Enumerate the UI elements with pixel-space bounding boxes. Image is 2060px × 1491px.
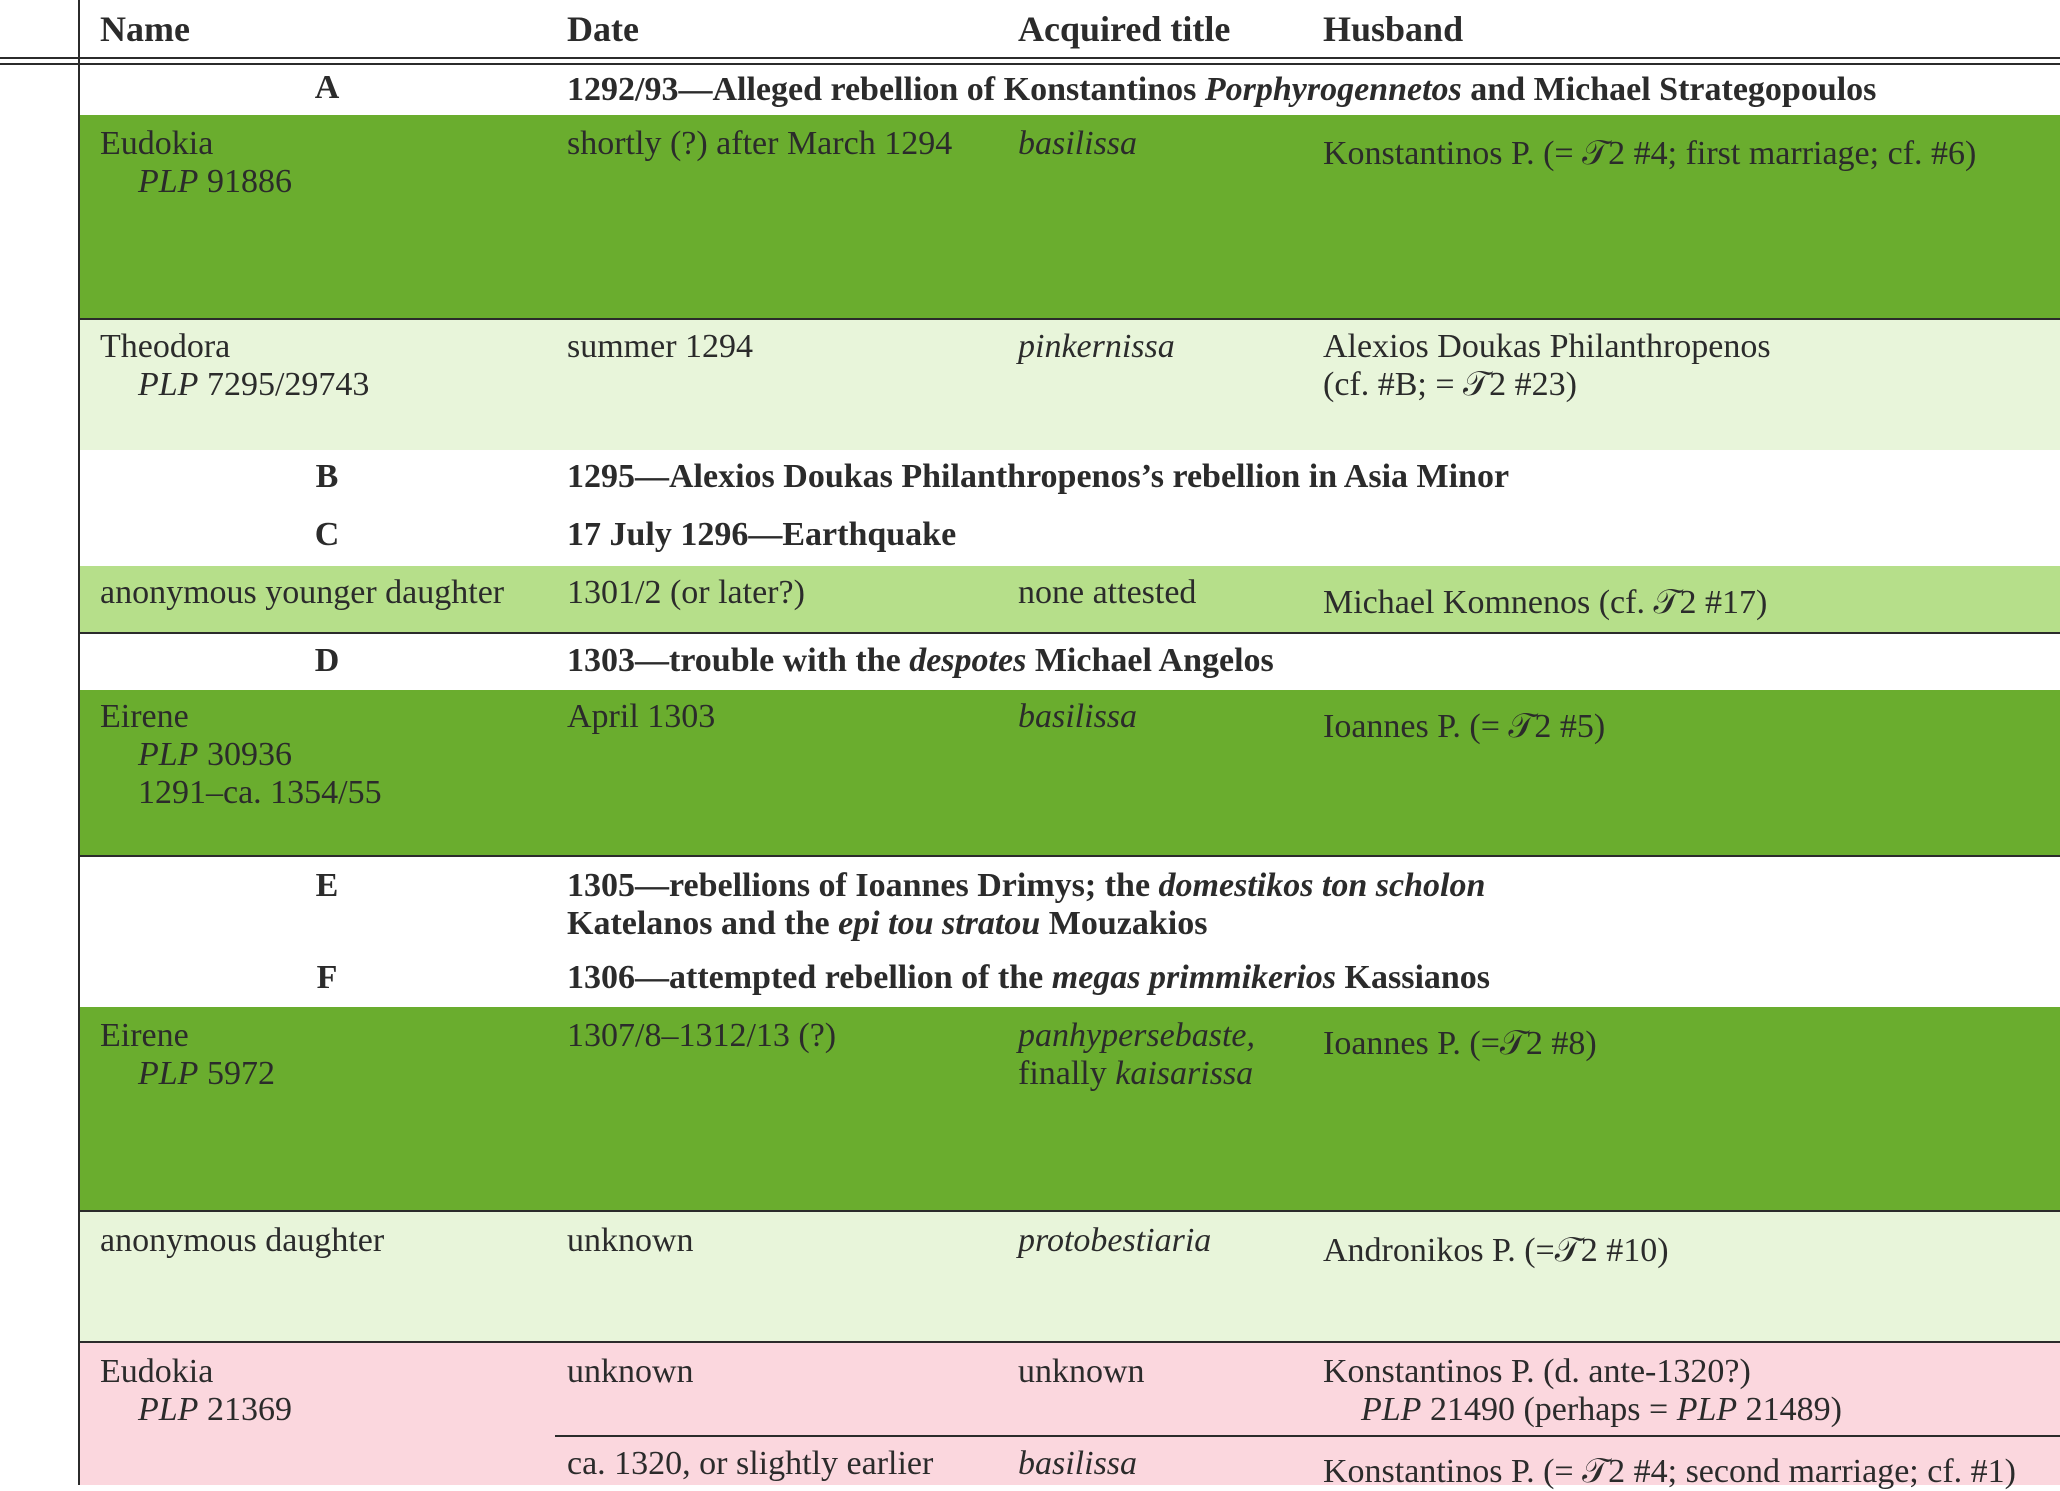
name-cell: anonymous daughter <box>100 1222 385 1259</box>
left-gutter <box>0 0 80 1485</box>
title-cell: panhypersebaste, finally kaisarissa <box>1018 1017 1256 1092</box>
event-letter: F <box>316 959 338 996</box>
date-cell: unknown <box>567 1353 694 1390</box>
date-cell: 1301/2 (or later?) <box>567 574 805 611</box>
header-rule <box>0 57 2060 59</box>
event-rows-e-f <box>80 857 2060 1007</box>
date-cell: 1307/8–1312/13 (?) <box>567 1017 837 1054</box>
table-row-anonymous-daughter <box>80 1212 2060 1342</box>
date-cell: April 1303 <box>567 698 716 735</box>
event-text: 1292/93—Alleged rebellion of Konstantinos Porphyrogennetos and Michael Strategopoulos <box>567 71 1877 108</box>
title-cell: basilissa <box>1018 1445 1138 1482</box>
table-row-theodora <box>80 320 2060 450</box>
husband-cell: Andronikos P. (=𝒯2 #10) <box>1323 1232 1669 1269</box>
title-cell: pinkernissa <box>1018 328 1175 365</box>
husband-cell: Alexios Doukas Philanthropenos (cf. #B; = 𝒯2 #23) <box>1323 328 1771 403</box>
event-rows-b-c <box>80 450 2060 566</box>
event-text: 1303—trouble with the despotes Michael Angelos <box>567 642 1274 679</box>
table-row-anonymous-younger-daughter <box>80 566 2060 632</box>
title-cell: basilissa <box>1018 125 1138 162</box>
header-husband: Husband <box>1323 9 1464 49</box>
table-row-eirene-1 <box>80 690 2060 856</box>
title-cell: basilissa <box>1018 698 1138 735</box>
date-cell: summer 1294 <box>567 328 754 365</box>
husband-cell: Konstantinos P. (d. ante-1320?) PLP 21490 (perhaps = PLP 21489) <box>1323 1353 1842 1428</box>
event-text: 1306—attempted rebellion of the megas primmikerios Kassianos <box>567 959 1491 996</box>
event-letter: B <box>315 458 339 495</box>
date-cell: unknown <box>567 1222 694 1259</box>
event-letter: A <box>314 69 340 106</box>
header-title: Acquired title <box>1018 9 1231 49</box>
table-header <box>80 0 2060 58</box>
name-cell: Eudokia PLP 21369 <box>100 1353 292 1428</box>
date-cell: ca. 1320, or slightly earlier <box>567 1445 934 1482</box>
table-row-eudokia-1 <box>80 115 2060 319</box>
header-date: Date <box>567 9 639 49</box>
title-cell: unknown <box>1018 1353 1145 1390</box>
event-letter: C <box>314 516 340 553</box>
event-text: 1295—Alexios Doukas Philanthropenos’s rebellion in Asia Minor <box>567 458 1510 495</box>
husband-cell: Ioannes P. (= 𝒯2 #5) <box>1323 708 1606 745</box>
event-letter: D <box>314 642 340 679</box>
table-row-eirene-2 <box>80 1007 2060 1211</box>
title-cell: protobestiaria <box>1018 1222 1212 1259</box>
husband-cell: Ioannes P. (=𝒯2 #8) <box>1323 1025 1597 1062</box>
header-name: Name <box>100 9 190 49</box>
husband-cell: Konstantinos P. (= 𝒯2 #4; first marriage; cf. #6) <box>1323 135 1977 172</box>
name-cell: anonymous younger daughter <box>100 574 505 611</box>
name-cell: Eudokia PLP 91886 <box>100 125 292 200</box>
event-row-a <box>80 65 2060 115</box>
name-cell: Eirene PLP 5972 <box>100 1017 275 1092</box>
husband-cell: Konstantinos P. (= 𝒯2 #4; second marriage; cf. #1) <box>1323 1453 2016 1490</box>
table-row-eudokia-2 <box>80 1343 2060 1490</box>
name-cell: Theodora PLP 7295/29743 <box>100 328 370 403</box>
husband-cell: Michael Komnenos (cf. 𝒯2 #17) <box>1323 584 1768 621</box>
date-cell: shortly (?) after March 1294 <box>567 125 953 162</box>
event-row-d <box>80 634 2060 690</box>
name-cell: Eirene PLP 30936 1291–ca. 1354/55 <box>100 698 382 811</box>
title-cell: none attested <box>1018 574 1197 611</box>
sub-row-rule <box>555 1435 2060 1437</box>
event-text: 17 July 1296—Earthquake <box>567 516 957 553</box>
event-letter: E <box>315 867 339 904</box>
event-text: 1305—rebellions of Ioannes Drimys; the domestikos ton scholon Katelanos and the epi tou stratou Mouzakios <box>567 867 1486 942</box>
